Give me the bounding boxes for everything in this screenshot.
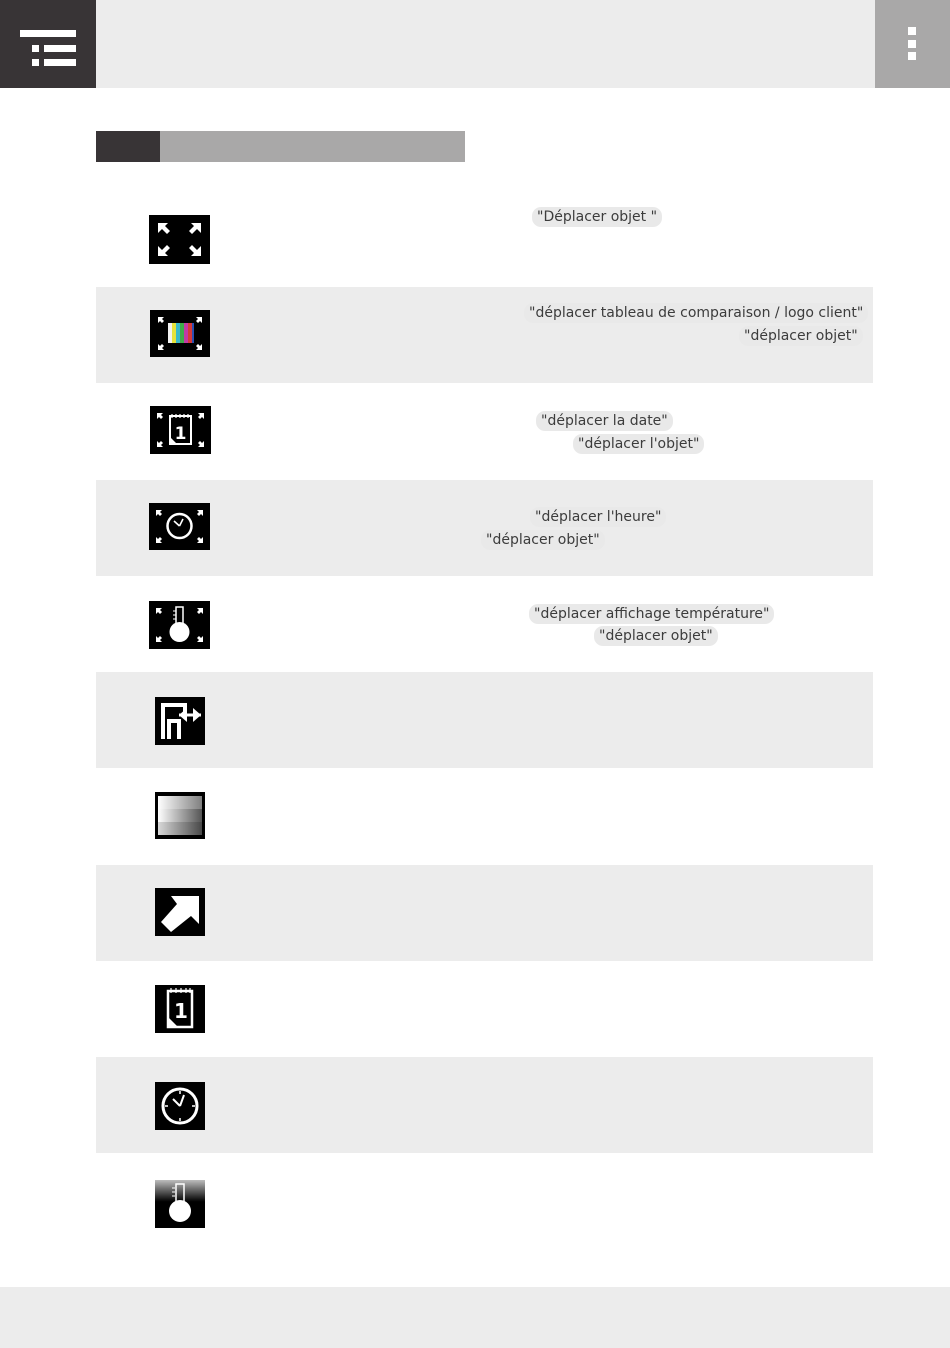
footer-bar <box>0 1287 950 1348</box>
gray-scale-icon <box>155 792 205 839</box>
row-2-label-2: "déplacer objet" <box>739 326 863 346</box>
list-item <box>96 383 873 479</box>
top-bar <box>0 0 950 88</box>
list-item <box>96 768 873 864</box>
list-item <box>96 480 873 576</box>
clock-icon <box>155 1082 205 1130</box>
move-comparison-table-icon <box>150 310 210 357</box>
row-5-label-1: "déplacer affichage température" <box>529 604 774 624</box>
list-item <box>96 961 873 1057</box>
list-item <box>96 192 873 288</box>
move-clock-icon <box>149 503 210 550</box>
list-item <box>96 1057 873 1153</box>
move-temperature-icon <box>149 601 210 649</box>
row-5-label-2: "déplacer objet" <box>594 626 718 646</box>
more-options-button[interactable] <box>875 0 950 88</box>
thermometer-icon <box>155 1180 205 1228</box>
row-4-label-1: "déplacer l'heure" <box>530 507 666 527</box>
list-item <box>96 576 873 672</box>
calendar-icon <box>155 985 205 1033</box>
row-3-label-2: "déplacer l'objet" <box>573 434 704 454</box>
svg-text:1: 1 <box>174 999 188 1023</box>
move-object-icon <box>149 215 210 264</box>
list-item <box>96 672 873 768</box>
row-3-label-1: "déplacer la date" <box>536 411 673 431</box>
section-heading-marker <box>96 131 160 162</box>
list-item <box>96 865 873 961</box>
list-item <box>96 1153 873 1249</box>
row-2-label-1: "déplacer tableau de comparaison / logo client" <box>524 303 868 323</box>
row-4-label-2: "déplacer objet" <box>481 530 605 550</box>
row-1-label-1: "Déplacer objet " <box>532 207 662 227</box>
table-of-contents-button[interactable] <box>0 0 96 88</box>
section-heading-bar <box>96 131 465 162</box>
arrow-up-right-icon <box>155 888 205 936</box>
exit-icon <box>155 697 205 745</box>
move-date-icon <box>150 406 211 454</box>
svg-text:1: 1 <box>174 424 187 444</box>
